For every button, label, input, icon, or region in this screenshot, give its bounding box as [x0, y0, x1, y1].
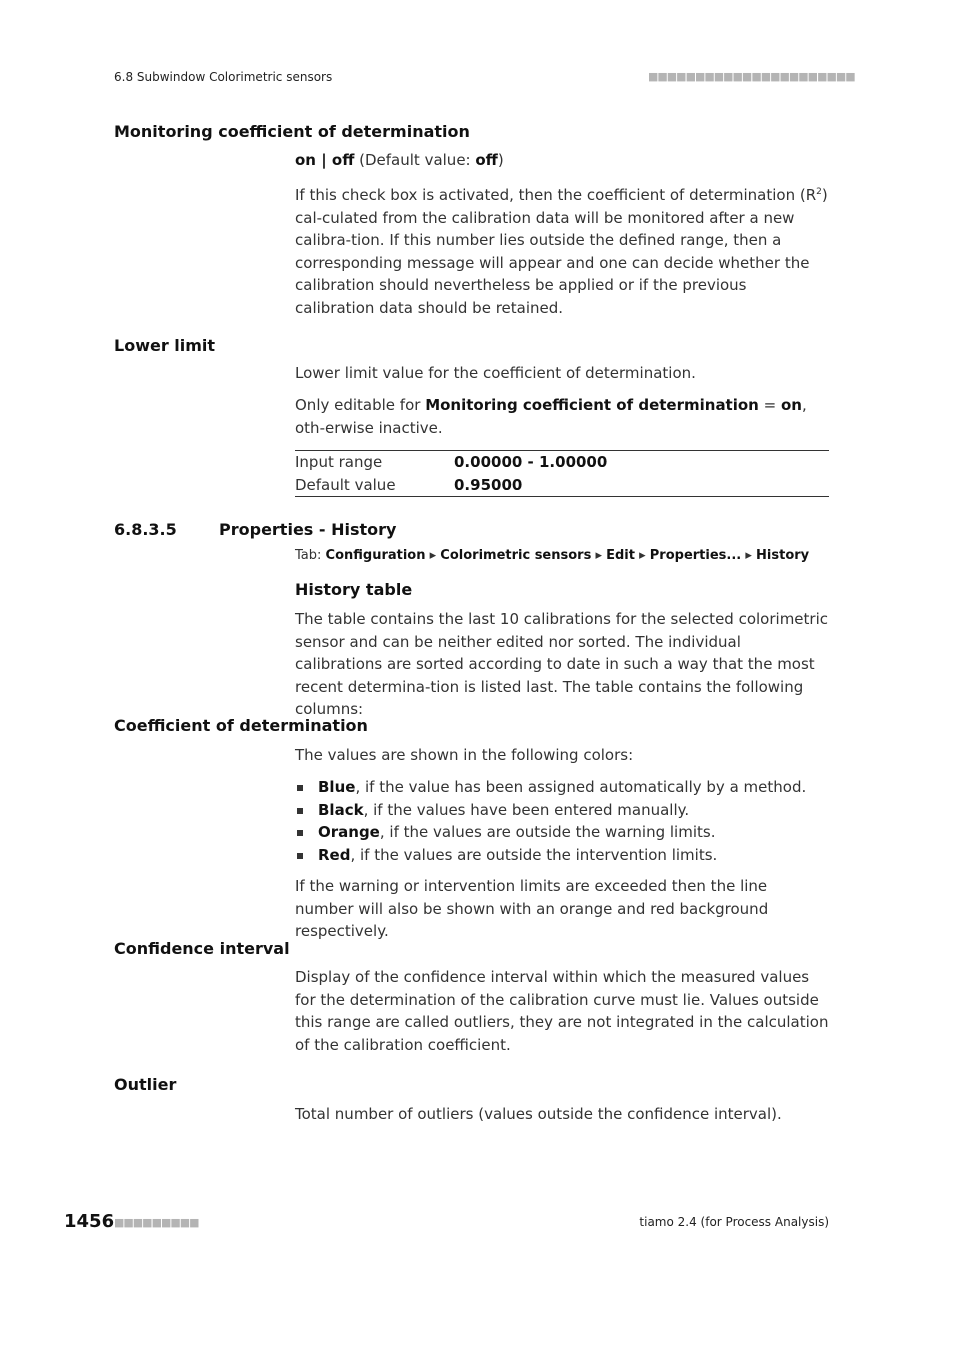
tab-label: Tab: — [295, 548, 326, 563]
confidence-description: Display of the confidence interval within which the measured values for the determination of the calibration curve must lie. Values outside this range are called outliers, they are not integrated in the calculation of the calibration coefficient. — [295, 968, 829, 1054]
color-name-blue: Blue — [318, 778, 356, 796]
running-header-section: 6.8 Subwindow Colorimetric sensors — [114, 70, 333, 84]
bullet-square-icon — [297, 785, 303, 791]
color-desc: , if the values have been entered manually. — [363, 800, 690, 819]
editable-prefix: Only editable for — [295, 396, 426, 414]
bullet-square-icon — [297, 808, 303, 814]
term-monitoring-coefficient: Monitoring coefficient of determination — [114, 122, 470, 141]
table-key-input-range: Input range — [295, 453, 383, 472]
table-value-default-value: 0.95000 — [454, 475, 523, 494]
path-properties: Properties... — [649, 548, 742, 563]
path-arrow-icon: ▸ — [741, 548, 757, 563]
color-name-orange: Orange — [318, 823, 380, 841]
list-item — [295, 799, 829, 822]
term-coefficient-of-determination: Coefficient of determination — [114, 716, 368, 735]
default-suffix: ) — [497, 151, 504, 169]
table-key-default-value: Default value — [295, 475, 396, 494]
list-item — [295, 776, 829, 799]
section-number: 6.8.3.5 — [114, 520, 177, 539]
monitoring-options-line — [295, 149, 829, 172]
term-outlier: Outlier — [114, 1075, 177, 1094]
coef-note: If the warning or intervention limits are exceeded then the line number will also be shown with an orange and red background respectively. — [295, 877, 769, 940]
default-prefix: (Default value: — [354, 151, 476, 169]
superscript-2: 2 — [816, 187, 822, 197]
monitoring-desc-part1: If this check box is activated, then the coefficient of determination (R — [295, 186, 817, 204]
monitoring-options: on | off — [295, 151, 355, 169]
monitoring-description — [295, 181, 829, 319]
coef-intro: The values are shown in the following colors: — [295, 746, 634, 764]
footer-dots-decoration: ■■■■■■■■■ — [114, 1216, 199, 1229]
term-confidence-interval: Confidence interval — [114, 939, 290, 958]
outlier-description: Total number of outliers (values outside the confidence interval). — [295, 1105, 782, 1123]
color-name-red: Red — [318, 845, 351, 864]
color-desc: , if the values are outside the warning limits. — [379, 823, 716, 841]
path-history: History — [756, 548, 810, 563]
path-configuration: Configuration — [325, 548, 426, 563]
section-title: Properties - History — [219, 520, 397, 539]
table-row — [295, 474, 829, 497]
editable-param: Monitoring coefficient of determination — [425, 396, 759, 414]
table-value-input-range: 0.00000 - 1.00000 — [454, 453, 608, 472]
list-item — [295, 844, 829, 867]
lower-limit-editable-note — [295, 394, 829, 439]
lower-limit-description: Lower limit value for the coefficient of determination. — [295, 364, 696, 382]
path-edit: Edit — [606, 548, 635, 563]
path-colorimetric-sensors: Colorimetric sensors — [440, 548, 592, 563]
header-dots-decoration: ■■■■■■■■■■■■■■■■■■■■■■ — [648, 70, 855, 83]
term-lower-limit: Lower limit — [114, 336, 216, 355]
editable-value: on — [780, 396, 802, 414]
color-desc: , if the value has been assigned automatically by a method. — [355, 778, 807, 796]
color-list — [295, 776, 829, 866]
table-row — [295, 451, 829, 474]
history-table-heading: History table — [295, 580, 413, 599]
tab-path — [295, 548, 809, 563]
editable-eq: = — [758, 396, 781, 414]
monitoring-desc-part2: ) cal-culated from the calibration data will be monitored after a new calibra-tion. If this number lies outside the defined range, then a corresponding message will appear and one can decide whether the calibration should nevertheless be applied or if the previous calibration data should be retained. — [295, 186, 828, 317]
path-arrow-icon: ▸ — [634, 548, 650, 563]
footer-product: tiamo 2.4 (for Process Analysis) — [639, 1215, 829, 1229]
list-item — [295, 821, 829, 844]
color-name-black: Black — [318, 800, 364, 819]
bullet-square-icon — [297, 830, 303, 836]
path-arrow-icon: ▸ — [425, 548, 441, 563]
editable-suffix: , oth-erwise inactive. — [295, 396, 807, 437]
bullet-square-icon — [297, 853, 303, 859]
page-number: 1456 — [64, 1211, 115, 1232]
path-arrow-icon: ▸ — [591, 548, 607, 563]
color-desc: , if the values are outside the intervention limits. — [350, 845, 718, 864]
default-value: off — [475, 151, 498, 169]
history-table-description: The table contains the last 10 calibrations for the selected colorimetric sensor and can be neither edited nor sorted. The individual calibrations are sorted according to date in such a way that the most recent determina-tion is listed last. The table contains the following columns: — [295, 610, 828, 718]
lower-limit-table — [295, 450, 829, 497]
